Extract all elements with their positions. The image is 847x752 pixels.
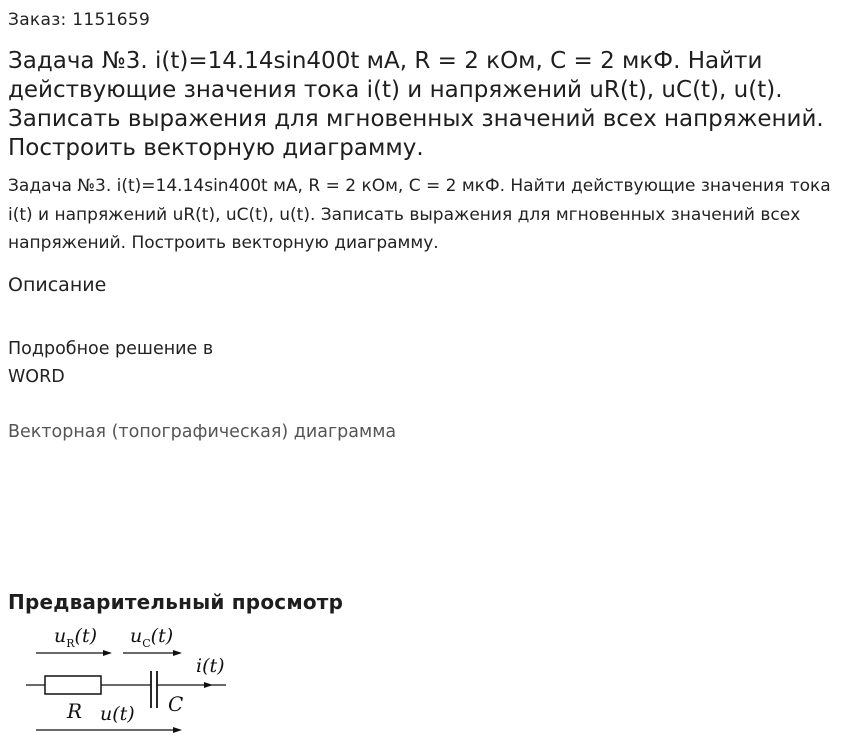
- task-title: Задача №3. i(t)=14.14sin400t мА, R = 2 кОм, С = 2 мкФ. Найти действующие значения тока i(t) и напряжений uR(t), uC(t), u(t). Записать выражения для мгновенных значений всех напряжений. Построить векторную диаграмму.: [8, 48, 824, 161]
- voltage-label: u(t): [100, 703, 135, 725]
- vector-diagram-link[interactable]: Векторная (топографическая) диаграмма: [8, 422, 397, 442]
- solution-note: Подробное решение в WORD: [8, 339, 214, 387]
- uC-arrow-head: [173, 650, 182, 656]
- current-arrow-head: [204, 682, 213, 688]
- circuit-diagram: [20, 620, 235, 745]
- uR-label: $u_R(t)$: [54, 625, 98, 650]
- uC-label: $u_C(t)$: [130, 625, 174, 650]
- resistor-label: R: [67, 699, 83, 723]
- capacitor-label: C: [168, 692, 184, 716]
- current-label: i(t): [196, 655, 225, 677]
- u-arrow-head: [173, 727, 182, 733]
- circuit-preview-image: [20, 620, 235, 745]
- description-heading: Описание: [8, 274, 107, 296]
- resistor: [45, 676, 101, 694]
- preview-heading: Предварительный просмотр: [8, 590, 344, 614]
- uR-arrow-head: [103, 650, 112, 656]
- order-number: Заказ: 1151659: [8, 10, 151, 30]
- task-description: Задача №3. i(t)=14.14sin400t мА, R = 2 кОм, С = 2 мкФ. Найти действующие значения тока i(t) и напряжений uR(t), uC(t), u(t). Записать выражения для мгновенных значений всех напряжений. Построить векторную диаграмму.: [8, 176, 831, 253]
